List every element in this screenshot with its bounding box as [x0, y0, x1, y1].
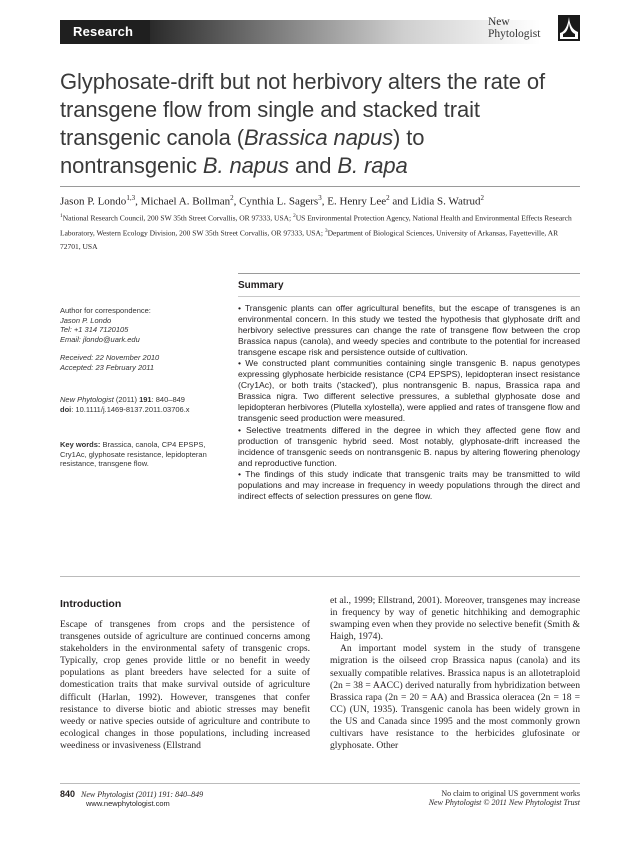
dates-block — [60, 353, 228, 372]
intro-paragraph-2: An important model system in the study of transgene migration is the oilseed crop Brassica napus (canola) and its sexually compatible relatives. Brassica napus is an allotetraploid (2n = 38 = AACC) derived naturally from hybridization between Brassica rapa (2n = 20 = AA) and Brassica oleracea (2n = 18 = CC) (UN, 1935). Transgenic canola has been widely grown in the US and Canada since 1995 and the most commonly grown cultivars have resistance to the herbicides glufosinate or glyphosate. Other — [330, 643, 580, 752]
correspondence-tel: Tel: +1 314 7120105 — [60, 325, 129, 334]
summary-point-3: • Selective treatments differed in the degree in which they affected gene flow and production of transgenic hybrid seed. Most notably, glyphosate-drift increased the incidence of transgenic seeds on nontransgenic B. napus by altering flowering phenology and reproductive function. — [238, 424, 580, 468]
keywords-block — [60, 440, 230, 469]
summary-heading-rule — [238, 296, 580, 297]
introduction-right-column — [330, 595, 580, 752]
author-list: Jason P. Londo$^{1,3}$, Michael A. Bollman$^2$, Cynthia L. Sagers$^3$, E. Henry Lee$^2$ and Lidia S. Watrud$^2$ — [60, 194, 485, 208]
introduction-heading: Introduction — [60, 598, 122, 610]
summary-rule — [238, 273, 580, 274]
correspondence-block — [60, 306, 228, 344]
keywords-label: Key words: — [60, 440, 101, 449]
summary-point-4: • The findings of this study indicate that transgenic traits may be transmitted to wild populations and may increase in frequency in weedy populations through the direct and indirect effects of selection pressures on gene flow. — [238, 468, 580, 501]
correspondence-email[interactable]: Email: jlondo@uark.edu — [60, 334, 140, 344]
footer-website[interactable]: www.newphytologist.com — [86, 799, 170, 808]
summary-body — [238, 303, 580, 502]
intro-paragraph-1-cont: et al., 1999; Ellstrand, 2001). Moreover, transgenes may increase in frequency by way of genetic hitchhiking and demographic swamping even when they provide no selective benefit (Smith & Haigh, 1974). — [330, 595, 580, 643]
keywords: Brassica, canola, CP4 EPSPS, Cry1Ac, glyphosate resistance, lepidopteran resistance, transgene flow. — [60, 440, 207, 468]
journal-logo — [488, 16, 540, 40]
summary-point-1: • Transgenic plants can offer agricultural benefits, but the escape of transgenes is an environmental concern. In this study we tested the hypothesis that glyphosate drift and herbivory selective pressures can change the rate of transgene flow between the crop Brassica napus (canola), and weedy species and contribute to the potential for increased transgene escape risk and persistence outside of cultivation. — [238, 303, 580, 358]
footer-right — [429, 789, 580, 807]
correspondence-label: Author for correspondence: — [60, 306, 151, 315]
section-label: Research — [73, 24, 134, 39]
citation-block — [60, 395, 228, 414]
page-number: 840 — [60, 789, 76, 799]
affiliations: $^1$National Research Council, 200 SW 35th Street Corvallis, OR 97333, USA; $^2$US Environmental Protection Agency, National Health and Environmental Effects Research Laboratory, Western Ecology Division, 200 SW 35th Street Corvallis, OR 97333, USA; $^3$Department of Biological Sciences, University of Arkansas, Fayetteville, AR 72701, USA — [60, 213, 572, 251]
accepted-date: Accepted: 23 February 2011 — [60, 362, 155, 372]
copyright-line1: No claim to original US government works — [441, 789, 580, 798]
section-banner-gradient — [150, 20, 540, 44]
introduction-left-column — [60, 619, 310, 752]
title-rule — [60, 186, 580, 187]
footer-citation: New Phytologist (2011) 191: 840–849 — [81, 790, 204, 799]
journal-logo-line2: Phytologist — [488, 28, 541, 40]
copyright-line2: New Phytologist © 2011 New Phytologist Trust — [428, 798, 580, 807]
summary-point-2: • We constructed plant communities containing single transgenic B. napus genotypes expressing glyphosate herbicide resistance (CP4 EPSPS), lepidopteran insect resistance (Cry1Ac), or both traits ('stacked'), plus nontransgenic B. napus, Brassica rapa and Brassica nigra. Two different selective pressures, a sublethal glyphosate dose and lepidopteran herbivores (Plutella xylostella), were applied and rates of transgene flow and transgenic seed production were measured. — [238, 358, 580, 424]
correspondence-name: Jason P. Londo — [60, 315, 112, 325]
footer-rule — [60, 783, 580, 784]
summary-heading: Summary — [238, 280, 284, 291]
citation: New Phytologist (2011) 191: 840–849 — [60, 395, 185, 404]
received-date: Received: 22 November 2010 — [60, 353, 160, 362]
journal-logo-line1: New — [488, 16, 510, 28]
doi[interactable]: doi: 10.1111/j.1469-8137.2011.03706.x — [60, 404, 190, 414]
journal-logo-icon — [558, 15, 580, 41]
intro-paragraph-1: Escape of transgenes from crops and the persistence of transgenes outside of agriculture are continued concerns among stakeholders in the environmental safety of transgenic crops. Typically, crop genes provide little or no benefit in weedy populations as plant breeders have selected for a suite of domestication traits that make survival outside of agriculture difficult (Harlan, 1992). However, transgenes that confer resistance to diverse biotic and abiotic stresses may benefit weedy or native species outside of agriculture and contribute to ecological changes in those populations, including increased weediness or invasiveness (Ellstrand — [60, 619, 310, 751]
footer-left — [60, 789, 203, 808]
section-rule — [60, 576, 580, 577]
article-title: Glyphosate-drift but not herbivory alters the rate of transgene flow from single and stacked trait transgenic canola (Brassica napus) to nontransgenic B. napus and B. rapa — [60, 69, 546, 178]
